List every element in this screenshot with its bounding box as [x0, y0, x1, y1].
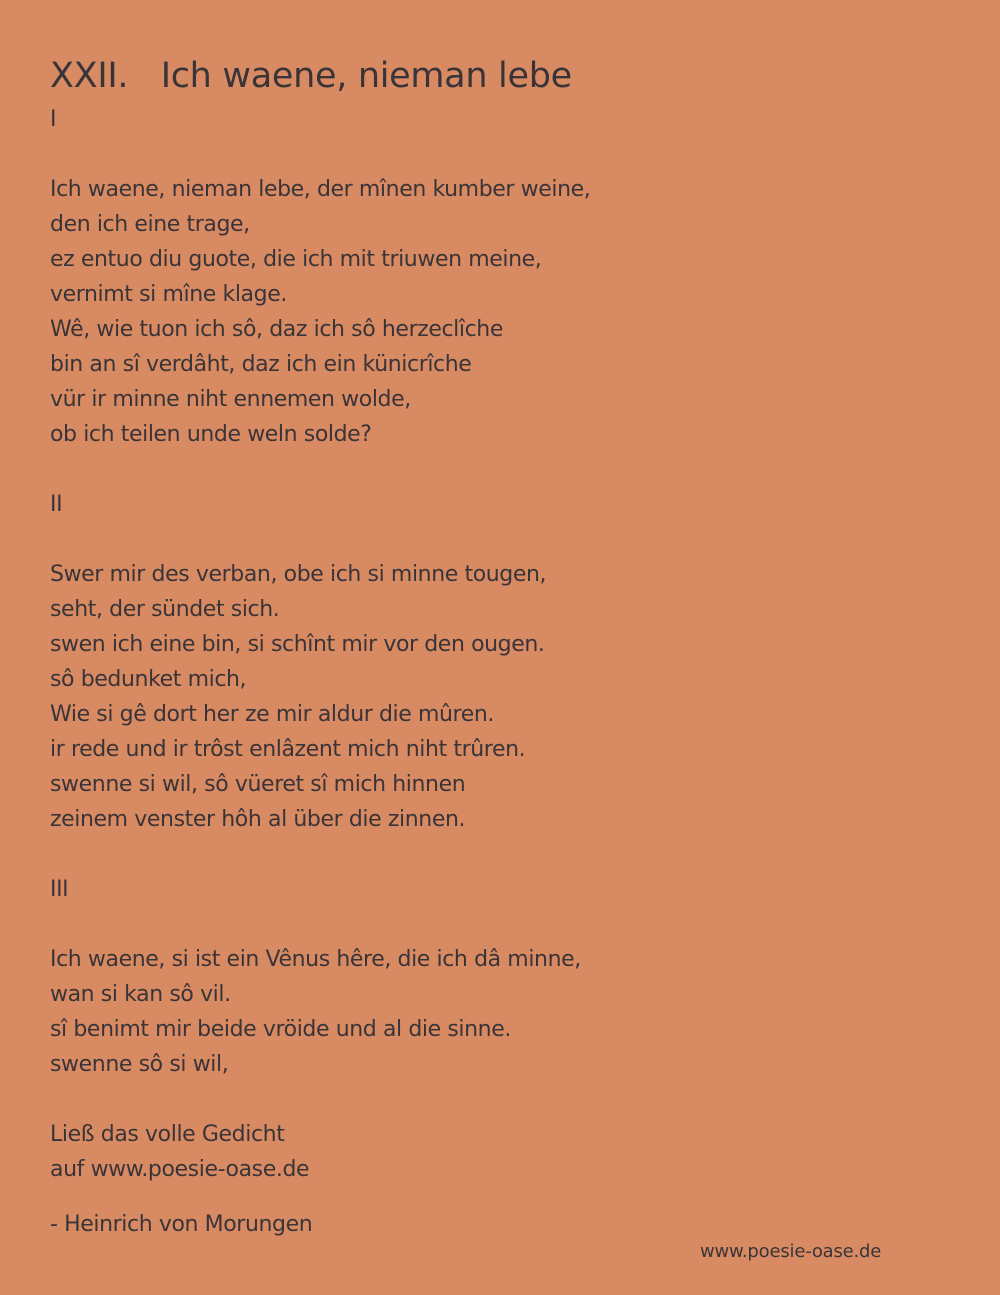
- poem-line: bin an sî verdâht, daz ich ein künicrîche: [50, 352, 472, 377]
- poem-line: Ich waene, nieman lebe, der mînen kumber weine,: [50, 177, 591, 202]
- poem-author: - Heinrich von Morungen: [50, 1212, 313, 1237]
- poem-line: Swer mir des verban, obe ich si minne tougen,: [50, 562, 547, 587]
- poem-line: ir rede und ir trôst enlâzent mich niht trûren.: [50, 737, 526, 762]
- read-more-link[interactable]: auf www.poesie-oase.de: [50, 1157, 310, 1182]
- poem-line: ez entuo diu guote, die ich mit triuwen meine,: [50, 247, 542, 272]
- poem-line: sî benimt mir beide vröide und al die sinne.: [50, 1017, 511, 1042]
- stanza-3-label: III: [50, 877, 69, 902]
- stanza-3: [50, 942, 950, 1082]
- poem-line: swenne si wil, sô vüeret sî mich hinnen: [50, 772, 466, 797]
- poem-line: swenne sô si wil,: [50, 1052, 229, 1077]
- poem-line: zeinem venster hôh al über die zinnen.: [50, 807, 466, 832]
- spacer: [50, 837, 950, 872]
- poem-line: den ich eine trage,: [50, 212, 250, 237]
- poem-line: sô bedunket mich,: [50, 667, 247, 692]
- poem-line: Wie si gê dort her ze mir aldur die mûren.: [50, 702, 494, 727]
- poem-line: seht, der sündet sich.: [50, 597, 280, 622]
- poem-line: wan si kan sô vil.: [50, 982, 231, 1007]
- spacer: [50, 522, 950, 557]
- poem-page: [50, 50, 950, 1242]
- poem-line: swen ich eine bin, si schînt mir vor den ougen.: [50, 632, 545, 657]
- stanza-2: [50, 557, 950, 837]
- stanza-1: [50, 172, 950, 452]
- poem-line: ob ich teilen unde weln solde?: [50, 422, 372, 447]
- poem-title: XXII. Ich waene, nieman lebe: [50, 56, 572, 96]
- stanza-2-label: II: [50, 492, 63, 517]
- read-more-line: Ließ das volle Gedicht: [50, 1122, 285, 1147]
- footer-site-url[interactable]: www.poesie-oase.de: [700, 1241, 882, 1262]
- stanza-1-label: I: [50, 107, 57, 132]
- poem-line: Ich waene, si ist ein Vênus hêre, die ich dâ minne,: [50, 947, 581, 972]
- read-more-note: [50, 1117, 950, 1187]
- poem-line: vür ir minne niht ennemen wolde,: [50, 387, 411, 412]
- spacer: [50, 1082, 950, 1117]
- spacer: [50, 137, 950, 172]
- poem-line: vernimt si mîne klage.: [50, 282, 287, 307]
- spacer: [50, 452, 950, 487]
- poem-line: Wê, wie tuon ich sô, daz ich sô herzeclîche: [50, 317, 503, 342]
- spacer: [50, 907, 950, 942]
